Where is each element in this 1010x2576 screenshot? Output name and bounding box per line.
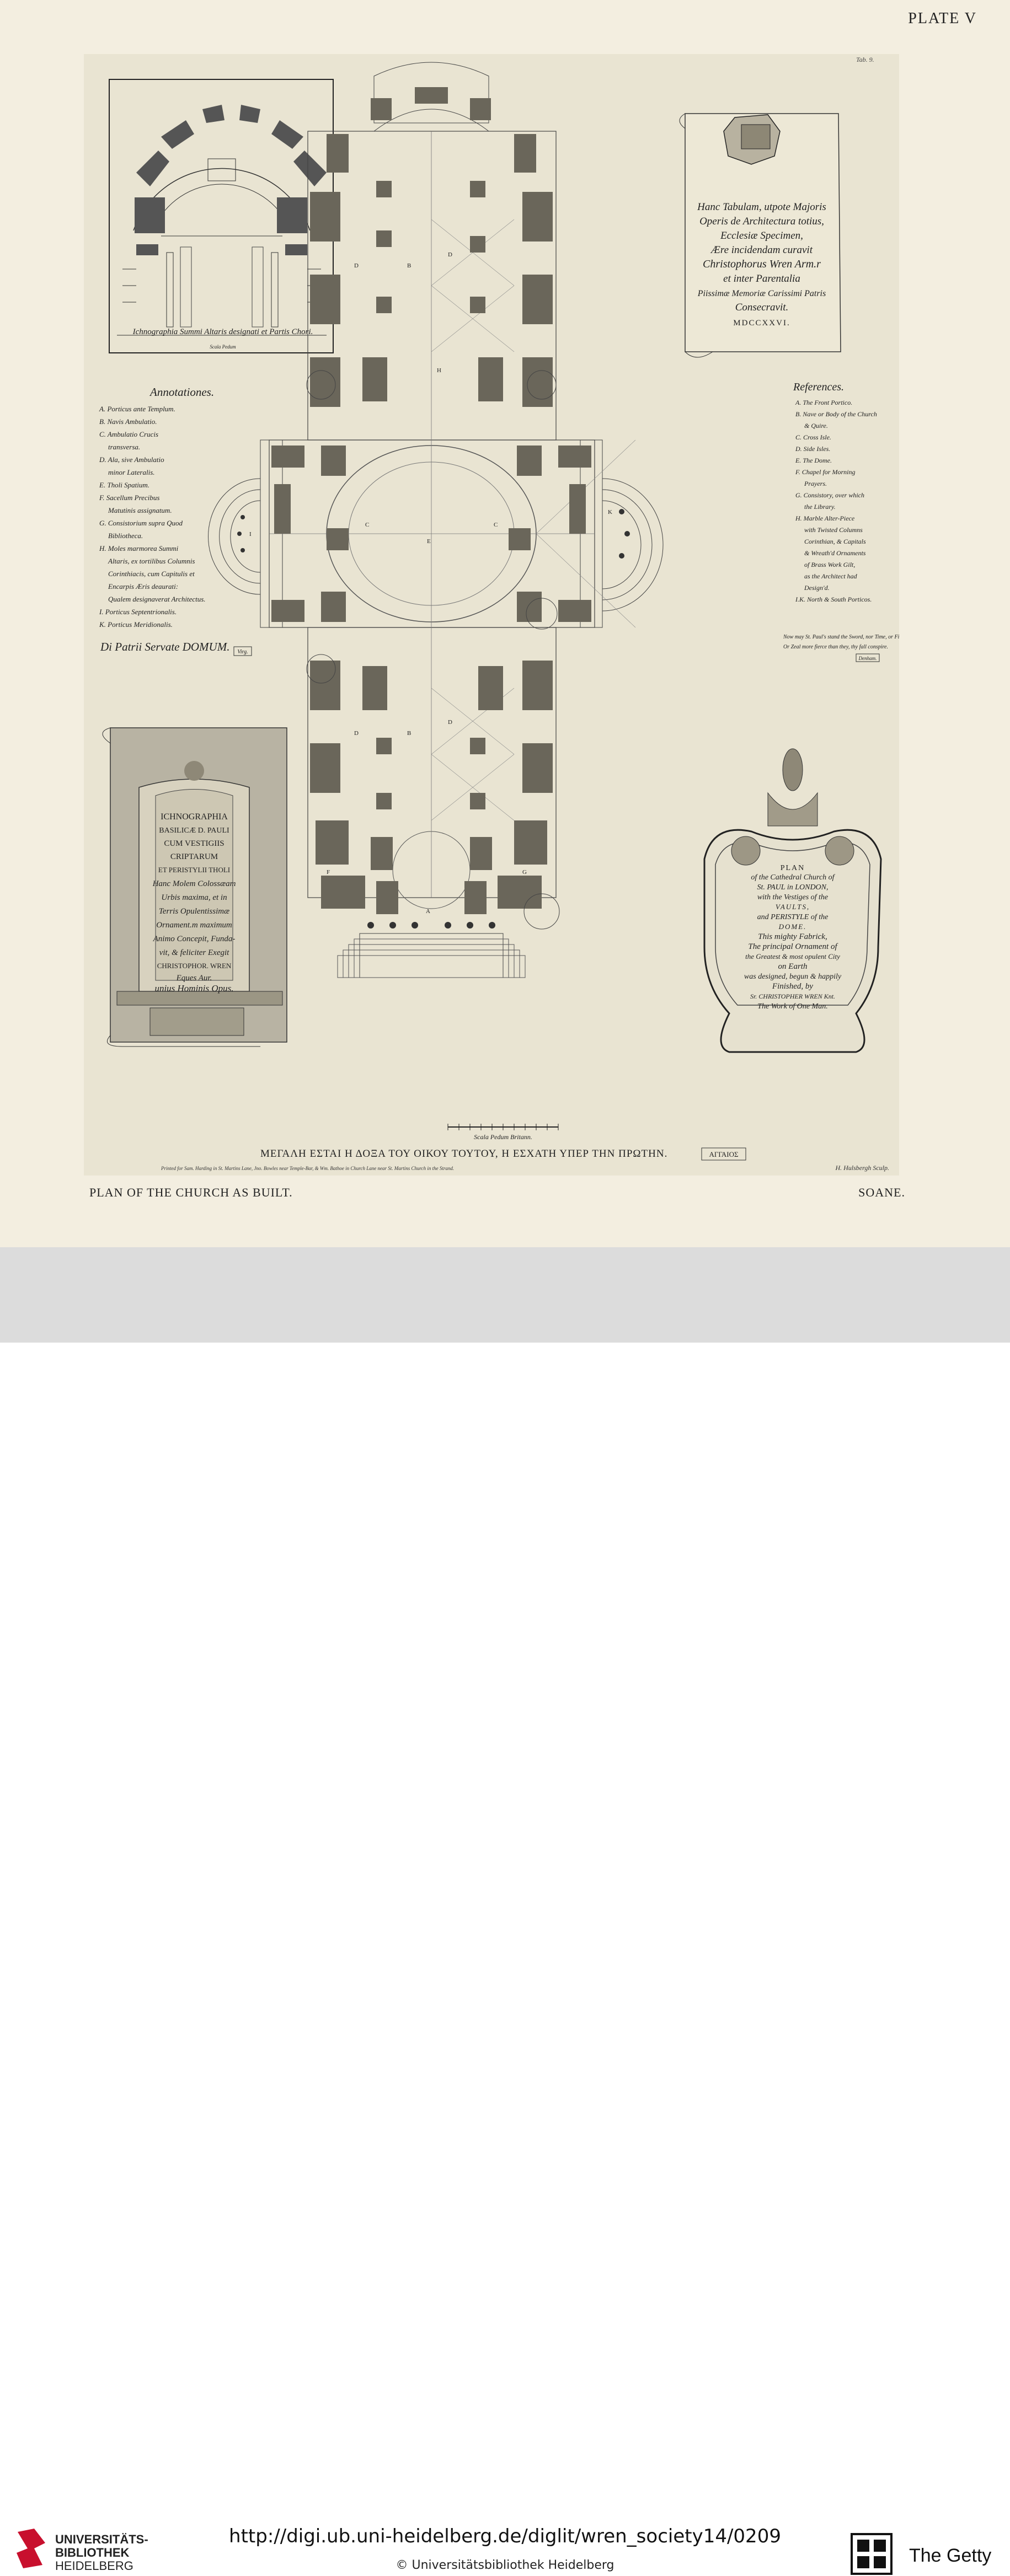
engraver-credit: H. Hulsbergh Sculp. bbox=[835, 1164, 889, 1172]
annotation-item: H. Moles marmorea Summi bbox=[99, 544, 179, 552]
dedication-line: Christophorus Wren Arm.r bbox=[703, 258, 821, 270]
tablet-line: ET PERISTYLII THOLI bbox=[158, 866, 231, 874]
institution-line: BIBLIOTHEK bbox=[55, 2546, 130, 2559]
reference-item: with Twisted Columns bbox=[804, 526, 863, 534]
cartouche-line: on Earth bbox=[778, 962, 808, 971]
plan-letter: D bbox=[448, 251, 452, 258]
inset-title: Ichnographia Summi Altaris designati et Partis Chori. bbox=[132, 328, 313, 336]
cartouche-line: The Work of One Man. bbox=[757, 1002, 828, 1011]
tablet-line: BASILICÆ D. PAULI bbox=[159, 827, 229, 835]
reference-item: F. Chapel for Morning bbox=[795, 468, 856, 476]
latin-motto: Di Patrii Servate DOMUM. bbox=[100, 640, 230, 653]
tablet-line: CUM VESTIGIIS bbox=[164, 839, 225, 848]
dedication-line: Operis de Architectura totius, bbox=[699, 216, 824, 227]
cartouche-line: St. PAUL in LONDON, bbox=[757, 883, 829, 892]
reference-item: I.K. North & South Porticos. bbox=[795, 595, 872, 603]
tablet-line: Hanc Molem Colossæam bbox=[152, 879, 236, 888]
annotation-item: C. Ambulatio Crucis bbox=[99, 430, 159, 438]
cartouche-line: DOME. bbox=[778, 922, 807, 931]
reference-item: the Library. bbox=[804, 503, 836, 511]
dedication-scroll bbox=[680, 114, 841, 357]
annotation-item: F. Sacellum Precibus bbox=[99, 493, 160, 502]
latin-tablet bbox=[103, 728, 287, 1046]
annotation-item: Encarpis Æris deaurati: bbox=[108, 582, 179, 591]
tablet-line: Animo Concepit, Funda- bbox=[153, 935, 236, 943]
inset-scale: Scala Pedum bbox=[210, 344, 236, 350]
annotation-item: D. Ala, sive Ambulatio bbox=[99, 455, 164, 464]
reference-item: Design'd. bbox=[804, 584, 830, 592]
reference-item: E. The Dome. bbox=[795, 457, 832, 464]
engraving-svg bbox=[84, 54, 899, 1176]
tablet-line: CRIPTARUM bbox=[170, 852, 218, 861]
reference-item: Corinthian, & Capitals bbox=[804, 538, 866, 545]
plan-letter: D bbox=[448, 719, 452, 726]
reference-item: of Brass Work Gilt, bbox=[804, 561, 856, 568]
annotationes-title: Annotationes. bbox=[150, 385, 215, 399]
annotation-item: K. Porticus Meridionalis. bbox=[99, 620, 173, 629]
library-footer bbox=[0, 1247, 1010, 2573]
altar-inset bbox=[109, 79, 333, 353]
cartouche-line: with the Vestiges of the bbox=[757, 893, 829, 901]
tablet-line: unius Hominis Opus. bbox=[154, 983, 234, 994]
tablet-line: Ornament.m maximum bbox=[156, 921, 232, 930]
cartouche-line: Finished, by bbox=[772, 982, 814, 991]
plan-letter: D bbox=[354, 730, 359, 737]
reference-item: & Quire. bbox=[804, 422, 828, 430]
tablet-line: ICHNOGRAPHIA bbox=[161, 812, 228, 822]
annotation-item: G. Consistorium supra Quod bbox=[99, 519, 183, 527]
cartouche-line: of the Cathedral Church of bbox=[751, 873, 835, 882]
plate-author: SOANE. bbox=[858, 1185, 905, 1199]
dedication-line: et inter Parentalia bbox=[723, 273, 800, 285]
reference-item: as the Architect had bbox=[804, 572, 857, 580]
scale-label: Scala Pedum Britann. bbox=[474, 1133, 532, 1141]
document-url-link[interactable]: http://digi.ub.uni-heidelberg.de/diglit/wren_society14/0209 bbox=[229, 2525, 781, 2547]
plan-letter: E bbox=[427, 538, 431, 545]
tablet-line: vit, & feliciter Exegit bbox=[159, 948, 229, 957]
institution-line: UNIVERSITÄTS- bbox=[55, 2532, 148, 2546]
references-list bbox=[783, 381, 899, 662]
plan-letter: K bbox=[608, 509, 612, 516]
plan-letter: D bbox=[354, 262, 359, 269]
dedication-line: Ecclesiæ Specimen, bbox=[720, 230, 803, 242]
plan-letter: C bbox=[494, 522, 498, 528]
cartouche-line: and PERISTYLE of the bbox=[757, 913, 829, 921]
greek-source: ΑΓΓΑΙΟΣ bbox=[709, 1150, 739, 1158]
annotation-item: transversa. bbox=[108, 443, 141, 451]
printer-imprint: Printed for Sam. Harding in St. Martins Lane, Jno. Bowles near Temple-Bar, & Wm. Bathoe in Church Lane near St. Martins Church in the Strand. bbox=[161, 1166, 455, 1171]
plan-cartouche bbox=[704, 749, 881, 1052]
annotation-item: Matutinis assignatum. bbox=[108, 506, 172, 514]
annotationes-list bbox=[99, 385, 252, 656]
reference-item: G. Consistory, over which bbox=[795, 491, 864, 499]
couplet-line: Now may St. Paul's stand the Sword, nor Time, or Fire, bbox=[783, 634, 899, 640]
plan-letter: F bbox=[327, 869, 330, 876]
cartouche-line: the Greatest & most opulent City bbox=[745, 952, 840, 960]
reference-item: H. Marble Alter-Piece bbox=[795, 514, 855, 522]
reference-item: Prayers. bbox=[804, 480, 827, 487]
annotation-item: Bibliotheca. bbox=[108, 532, 143, 540]
tablet-line: Terris Opulentissimæ bbox=[158, 907, 230, 916]
plan-letter: B bbox=[407, 262, 412, 269]
annotation-item: I. Porticus Septentrionalis. bbox=[99, 608, 177, 616]
tab-label: Tab. 9. bbox=[856, 56, 874, 63]
reference-item: A. The Front Portico. bbox=[795, 399, 853, 406]
annotation-item: Corinthiacis, cum Capitulis et bbox=[108, 570, 195, 578]
cartouche-line: was designed, begun & happily bbox=[744, 973, 842, 981]
motto-source: Virg. bbox=[237, 649, 248, 655]
tablet-line: Urbis maxima, et in bbox=[161, 893, 227, 902]
engraving-plate bbox=[84, 54, 899, 1176]
getty-label: The Getty bbox=[909, 2545, 992, 2566]
couplet-line: Or Zeal more fierce than they, thy fall conspire. bbox=[783, 644, 888, 650]
reference-item: B. Nave or Body of the Church bbox=[795, 410, 877, 418]
reference-item: & Wreath'd Ornaments bbox=[804, 549, 866, 557]
dedication-line: Hanc Tabulam, utpote Majoris bbox=[697, 201, 826, 213]
annotation-item: minor Lateralis. bbox=[108, 468, 155, 476]
plate-bottom-text bbox=[161, 1124, 889, 1172]
cartouche-line: The principal Ornament of bbox=[748, 942, 837, 951]
plan-letter: H bbox=[437, 367, 441, 374]
annotation-item: E. Tholi Spatium. bbox=[99, 481, 150, 489]
plate-number: PLATE V bbox=[908, 10, 977, 27]
tablet-line: CHRISTOPHOR. WREN bbox=[157, 962, 232, 970]
getty-logo-icon bbox=[849, 2532, 894, 2576]
copyright-notice: © Universitätsbibliothek Heidelberg bbox=[396, 2558, 614, 2572]
plan-letter: G bbox=[522, 869, 527, 876]
reference-item: C. Cross Isle. bbox=[795, 433, 831, 441]
book-page bbox=[0, 0, 1010, 1247]
cartouche-line: Sr. CHRISTOPHER WREN Knt. bbox=[750, 992, 836, 1000]
plan-letter: I bbox=[249, 531, 252, 538]
cartouche-line: VAULTS, bbox=[775, 903, 810, 911]
dedication-line: Ære incidendam curavit bbox=[711, 244, 813, 256]
annotation-item: A. Porticus ante Templum. bbox=[99, 405, 175, 413]
dedication-line: Piissimæ Memoriæ Carissimi Patris bbox=[697, 289, 826, 298]
plan-letter: B bbox=[407, 730, 412, 737]
references-title: References. bbox=[793, 381, 844, 393]
reference-item: D. Side Isles. bbox=[795, 445, 831, 453]
tablet-line: Eques Aur. bbox=[176, 974, 212, 983]
cartouche-line: This mighty Fabrick, bbox=[758, 932, 827, 941]
institution-line: HEIDELBERG bbox=[55, 2559, 133, 2573]
annotation-item: B. Navis Ambulatio. bbox=[99, 417, 157, 426]
greek-inscription: ΜΕΓΑΛΗ ΕΣΤΑΙ Η ΔΟΞΑ ΤΟΥ ΟΙΚΟΥ ΤΟΥΤΟΥ, Η ΕΣΧΑΤΗ ΥΠΕΡ ΤΗΝ ΠΡΩΤΗΝ. bbox=[260, 1148, 668, 1160]
plan-letter: A bbox=[426, 908, 430, 915]
annotation-item: Altaris, ex tortilibus Columnis bbox=[108, 557, 195, 565]
cartouche-line: PLAN bbox=[780, 864, 805, 872]
plate-caption: PLAN OF THE CHURCH AS BUILT. bbox=[89, 1185, 293, 1199]
dedication-line: Consecravit. bbox=[735, 302, 789, 313]
dedication-date: MDCCXXVI. bbox=[733, 319, 790, 328]
annotation-item: Qualem designaverat Architectus. bbox=[108, 595, 206, 603]
couplet-source: Denham. bbox=[858, 656, 877, 661]
plan-letter: C bbox=[365, 522, 370, 528]
